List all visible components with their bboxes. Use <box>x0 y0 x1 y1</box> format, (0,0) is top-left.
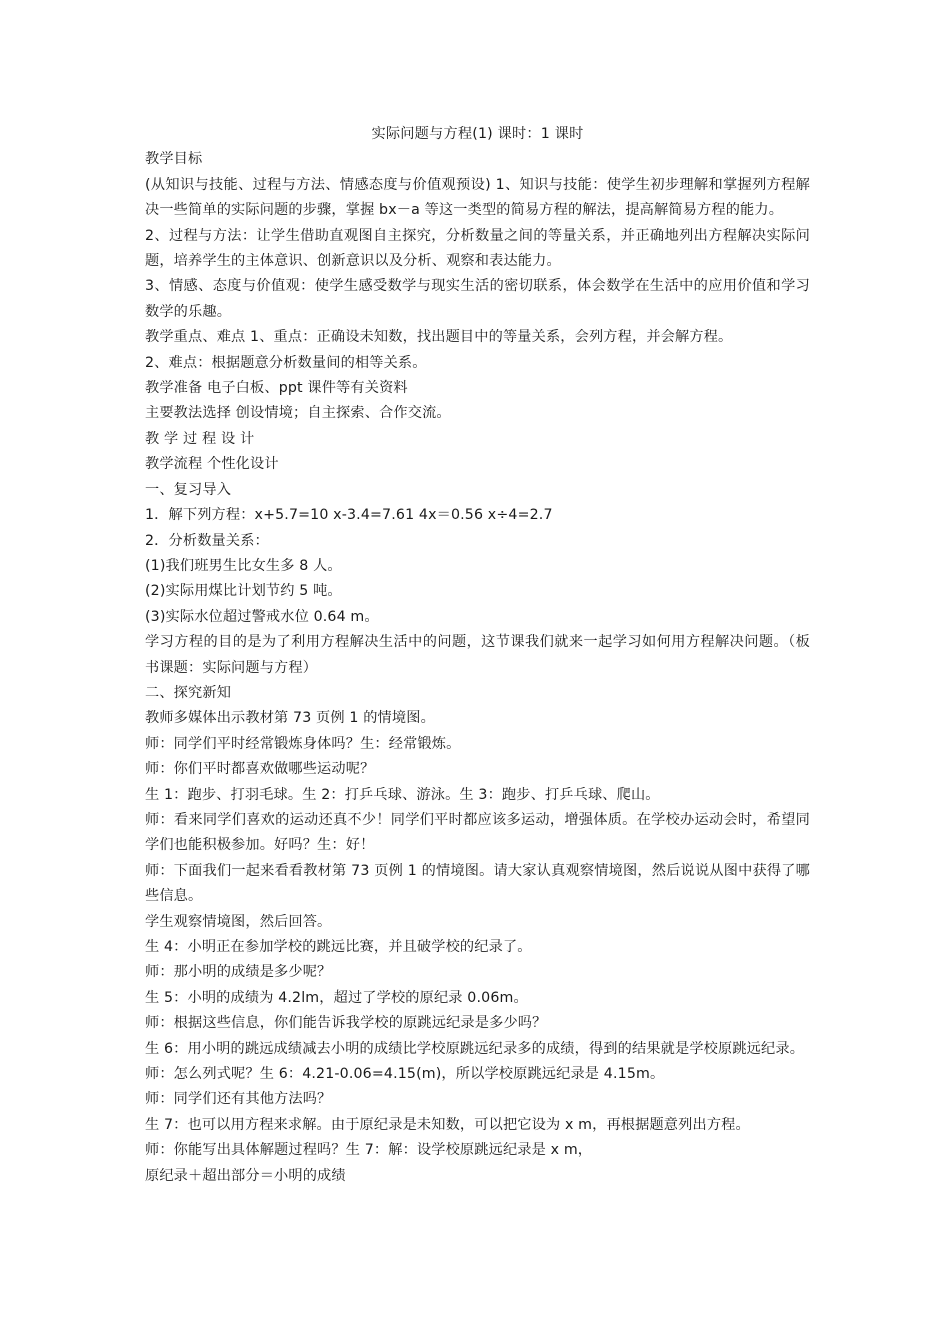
paragraph: 师：那小明的成绩是多少呢？ <box>145 964 332 981</box>
paragraph: 师：你能写出具体解题过程吗？生 7：解：设学校原跳远纪录是 x m， <box>145 1142 593 1159</box>
paragraph: 生 5：小明的成绩为 4.2lm，超过了学校的原纪录 0.06m。 <box>145 989 528 1006</box>
paragraph: 师：同学们平时经常锻炼身体吗？生：经常锻炼。 <box>145 735 461 752</box>
paragraph: 师：看来同学们喜欢的运动还真不少！同学们平时都应该多运动，增强体质。在学校办运动会时，希望同学们也能积极参加。好吗？生：好！ <box>145 811 810 854</box>
paragraph: 二、探究新知 <box>145 684 232 701</box>
paragraph: 生 6：用小明的跳远成绩减去小明的成绩比学校原跳远纪录多的成绩，得到的结果就是学校原跳远纪录。 <box>145 1040 805 1057</box>
paragraph: 1．解下列方程：x+5.7=10 x-3.4=7.61 4x＝0.56 x÷4=2.7 <box>145 507 553 524</box>
paragraph: 一、复习导入 <box>145 481 232 498</box>
paragraph: 生 1：跑步、打羽毛球。生 2：打乒乓球、游泳。生 3：跑步、打乒乓球、爬山。 <box>145 786 660 803</box>
paragraph: (1)我们班男生比女生多 8 人。 <box>145 557 342 574</box>
paragraph: 生 4：小明正在参加学校的跳远比赛，并且破学校的纪录了。 <box>145 939 532 955</box>
paragraph: 2．分析数量关系： <box>145 532 269 549</box>
document-body <box>145 147 810 1189</box>
paragraph: 师：同学们还有其他方法吗？ <box>145 1091 332 1108</box>
paragraph: 生 7：也可以用方程来求解。由于原纪录是未知数，可以把它设为 x m，再根据题意列出方程。 <box>145 1116 750 1133</box>
paragraph: (3)实际水位超过警戒水位 0.64 m。 <box>145 608 379 625</box>
paragraph: 教 学 过 程 设 计 <box>145 430 255 447</box>
paragraph: (2)实际用煤比计划节约 5 吨。 <box>145 583 342 600</box>
paragraph: 2、难点：根据题意分析数量间的相等关系。 <box>145 354 427 371</box>
paragraph: 教师多媒体出示教材第 73 页例 1 的情境图。 <box>145 710 435 727</box>
document-title: 实际问题与方程(1) 课时：1 课时 <box>371 126 584 142</box>
paragraph: 教学准备 电子白板、ppt 课件等有关资料 <box>145 380 408 397</box>
paragraph: 学习方程的目的是为了利用方程解决生活中的问题，这节课我们就来一起学习如何用方程解决问题。（板书课题：实际问题与方程） <box>145 634 810 676</box>
paragraph: 教学重点、难点 1、重点：正确设未知数，找出题目中的等量关系，会列方程，并会解方程。 <box>145 329 733 346</box>
paragraph: 师：怎么列式呢？生 6：4.21-0.06=4.15(m)，所以学校原跳远纪录是 4.15m。 <box>145 1066 665 1083</box>
paragraph: (从知识与技能、过程与方法、情感态度与价值观预设) 1、知识与技能：使学生初步理解和掌握列方程解决一些简单的实际问题的步骤，掌握 bx－a 等这一类型的简易方程的解法，提高解简易方程的能力。 <box>145 176 810 219</box>
paragraph: 师：根据这些信息，你们能告诉我学校的原跳远纪录是多少吗？ <box>145 1015 547 1032</box>
paragraph: 3、情感、态度与价值观：使学生感受数学与现实生活的密切联系，体会数学在生活中的应用价值和学习数学的乐趣。 <box>145 278 810 320</box>
paragraph: 教学目标 <box>145 151 203 168</box>
paragraph: 师：下面我们一起来看看教材第 73 页例 1 的情境图。请大家认真观察情境图，然后说说从图中获得了哪些信息。 <box>145 862 810 905</box>
paragraph: 教学流程 个性化设计 <box>145 456 279 473</box>
paragraph: 学生观察情境图，然后回答。 <box>145 913 332 930</box>
paragraph: 原纪录＋超出部分＝小明的成绩 <box>145 1167 346 1184</box>
paragraph: 2、过程与方法：让学生借助直观图自主探究，分析数量之间的等量关系，并正确地列出方程解决实际问题，培养学生的主体意识、创新意识以及分析、观察和表达能力。 <box>145 227 810 270</box>
paragraph: 主要教法选择 创设情境；自主探索、合作交流。 <box>145 405 451 422</box>
paragraph: 师：你们平时都喜欢做哪些运动呢？ <box>145 761 375 778</box>
document-page <box>145 122 810 1189</box>
